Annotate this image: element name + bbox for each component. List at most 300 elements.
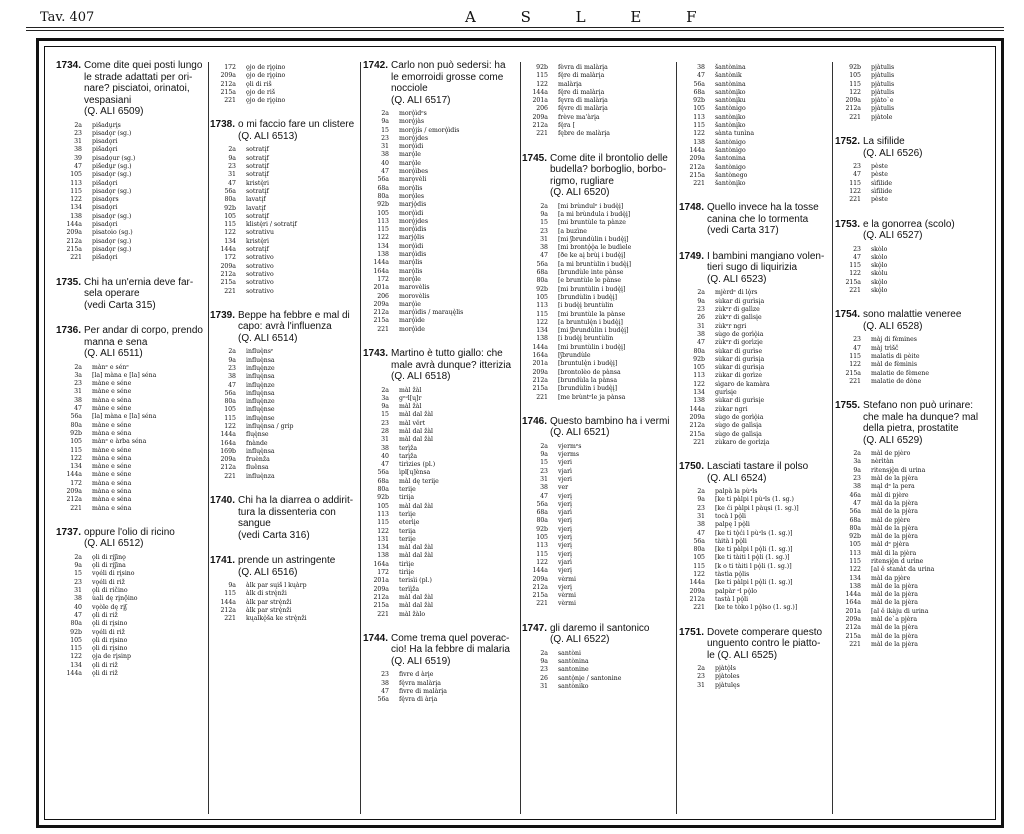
response-row xyxy=(210,373,358,381)
response-row xyxy=(363,268,518,276)
point-code: 46a xyxy=(849,491,861,499)
response-row xyxy=(522,501,674,509)
response-row xyxy=(363,503,518,511)
dialect-form: sotratįf xyxy=(246,246,269,254)
question-line: (Q. ALI 6520) xyxy=(550,187,610,199)
dialect-form: inflųę̀nze xyxy=(246,381,275,389)
point-code: 209a xyxy=(66,229,82,237)
dialect-form: santònįku xyxy=(715,97,746,105)
question-line: (vedi Carta 315) xyxy=(84,299,156,311)
point-code: 144a xyxy=(373,259,389,267)
dialect-form: màna e séna xyxy=(92,496,132,504)
dialect-form: marǫ̀lis xyxy=(399,259,423,267)
response-row xyxy=(56,637,206,645)
point-code: 23 xyxy=(540,227,548,235)
response-row xyxy=(363,569,518,577)
response-row xyxy=(363,168,518,176)
point-code: 92b xyxy=(849,533,861,541)
dialect-form: pišadu̯ri̯s xyxy=(92,121,121,129)
point-code: 2a xyxy=(74,363,82,371)
dialect-form: [ðe ke aį brùį i budę̀į] xyxy=(558,252,626,260)
dialect-form: [a bruntulę̀n i budę̀į] xyxy=(558,318,623,326)
dialect-form: [a mi bruntùlin i budę̀į] xyxy=(558,260,632,268)
entry-title xyxy=(679,461,830,484)
response-row xyxy=(679,72,830,80)
column-3 xyxy=(363,60,518,808)
dialect-form: pèste xyxy=(871,196,888,204)
dialect-form: [mi ʃbrundùlin i budę̀į] xyxy=(558,327,629,335)
dialect-form: sùkar di gurìsįe xyxy=(715,397,765,405)
point-code: 212a xyxy=(373,593,389,601)
dialect-form: eterìįe xyxy=(399,519,420,527)
point-code: 47 xyxy=(853,499,861,507)
dialect-form: àlk par strę̀nži xyxy=(246,606,292,614)
response-row xyxy=(363,317,518,325)
response-row xyxy=(363,185,518,193)
response-row xyxy=(363,201,518,209)
response-row xyxy=(210,357,358,365)
entry xyxy=(835,400,995,649)
point-code: 105 xyxy=(377,502,389,510)
entry xyxy=(522,416,674,609)
response-row xyxy=(835,287,995,295)
point-code: 206 xyxy=(377,292,389,300)
point-code: 80a xyxy=(536,277,548,285)
response-row xyxy=(363,387,518,395)
response-row xyxy=(210,229,358,237)
point-code: 56a xyxy=(224,187,236,195)
dialect-form: vèrmi xyxy=(558,575,576,583)
point-code: 80a xyxy=(377,486,389,494)
entry-number: 1750. xyxy=(679,461,705,473)
response-row xyxy=(522,443,674,451)
dialect-form: terìį̀ža xyxy=(399,585,420,593)
dialect-form: [brundùlin i budę̀į] xyxy=(558,385,618,393)
dialect-form: vjerį xyxy=(558,500,573,508)
point-code: 212a xyxy=(532,122,548,130)
dialect-form: màj trìšč xyxy=(871,344,899,352)
point-code: 92b xyxy=(70,628,82,636)
response-row xyxy=(835,550,995,558)
point-code: 134 xyxy=(377,242,389,250)
response-row xyxy=(679,546,830,554)
point-code: 138 xyxy=(693,138,705,146)
point-code: 15 xyxy=(540,219,548,227)
dialect-form: pjàtulis xyxy=(871,64,895,71)
response-row xyxy=(835,508,995,516)
question-line: gli daremo il santonico xyxy=(550,622,650,634)
dialect-form: sotratįf xyxy=(246,146,269,154)
dialect-form: fruènža xyxy=(246,456,270,464)
dialect-form: fnànde xyxy=(246,439,268,447)
entry xyxy=(679,251,830,447)
point-code: 134 xyxy=(224,237,236,245)
dialect-form: šantònigo xyxy=(715,105,746,113)
point-code: 92b xyxy=(849,64,861,71)
response-row xyxy=(835,616,995,624)
dialect-form: ǫli di riž xyxy=(92,661,118,669)
dialect-form: santòni xyxy=(558,649,582,657)
dialect-form: kristę̀ri xyxy=(246,237,269,245)
response-row xyxy=(679,105,830,113)
point-code: 38 xyxy=(381,679,389,687)
entry-question xyxy=(238,555,335,578)
dialect-form: pišadǫri xyxy=(92,146,118,154)
response-row xyxy=(363,301,518,309)
response-row xyxy=(679,130,830,138)
dialect-form: morǫ̀ìdi xyxy=(399,143,424,151)
response-row xyxy=(679,122,830,130)
response-row xyxy=(56,163,206,171)
entry xyxy=(522,623,674,691)
response-row xyxy=(56,554,206,562)
dialect-form: inflųę̀nze xyxy=(246,364,275,372)
response-row xyxy=(210,180,358,188)
dialect-form: [a mi brùndula i budę̀į] xyxy=(558,210,631,218)
point-code: 2a xyxy=(74,553,82,561)
point-code: 15 xyxy=(381,411,389,419)
entry-question xyxy=(238,119,354,142)
response-row xyxy=(679,81,830,89)
atlas-title: A S L E F xyxy=(465,8,717,26)
dialect-form: morǫ̀ìdis xyxy=(399,226,427,234)
point-code: 47 xyxy=(853,253,861,261)
response-row xyxy=(210,171,358,179)
dialect-form: marjǫ̀lis xyxy=(399,234,425,242)
point-code: 31 xyxy=(381,436,389,444)
response-row xyxy=(56,438,206,446)
response-row xyxy=(56,155,206,163)
question-line: le emorroidi grosse come xyxy=(391,71,504,83)
point-code: 221 xyxy=(536,393,548,401)
point-code: 23 xyxy=(74,129,82,137)
response-list xyxy=(363,387,518,619)
response-row xyxy=(522,542,674,550)
response-row xyxy=(363,110,518,118)
entry-question xyxy=(84,60,202,118)
dialect-form: sotratįf xyxy=(246,171,269,179)
entry-title xyxy=(56,60,206,118)
point-code: 215a xyxy=(220,279,236,287)
entry xyxy=(522,64,674,139)
dialect-form: marǫ̀le xyxy=(399,151,421,159)
entry xyxy=(210,64,358,105)
entry-number: 1736. xyxy=(56,325,82,337)
point-code: 212a xyxy=(532,583,548,591)
point-code: 115 xyxy=(70,645,82,653)
entry-title xyxy=(363,633,518,668)
dialect-form: màne e séne xyxy=(92,421,132,429)
question-line: Carlo non può sedersi: ha xyxy=(391,60,506,71)
dialect-form: fę̀vre di malàrįa xyxy=(558,105,608,113)
dialect-form: skòlo xyxy=(871,253,888,261)
point-code: 172 xyxy=(377,569,389,577)
point-code: 221 xyxy=(224,615,236,623)
response-row xyxy=(56,455,206,463)
response-list xyxy=(210,348,358,481)
response-row xyxy=(679,682,830,690)
response-row xyxy=(522,476,674,484)
dialect-form: skòlo xyxy=(871,245,888,253)
point-code: 221 xyxy=(377,325,389,333)
point-code: 215a xyxy=(532,385,548,393)
response-row xyxy=(363,403,518,411)
question-line: sela operare xyxy=(84,288,140,300)
dialect-form: inflųę̀nze xyxy=(246,398,275,406)
response-list xyxy=(835,246,995,296)
response-row xyxy=(835,575,995,583)
point-code: 92b xyxy=(536,525,548,533)
response-list xyxy=(835,64,995,122)
plate-label: Tav. 407 xyxy=(40,10,95,25)
entry-question xyxy=(391,348,511,383)
response-row xyxy=(56,188,206,196)
point-code: 68a xyxy=(377,477,389,485)
point-code: 15 xyxy=(74,570,82,578)
dialect-form: malatie de dòne xyxy=(871,377,922,385)
dialect-form: vjerį xyxy=(558,567,573,575)
dialect-form: mjèrdᵉ di lǫ̀rs xyxy=(715,289,758,297)
dialect-form: lavatįf xyxy=(246,196,266,204)
response-row xyxy=(363,193,518,201)
point-code: 92b xyxy=(70,429,82,437)
dialect-form: terį̀ža xyxy=(399,444,418,452)
response-row xyxy=(835,89,995,97)
point-code: 209a xyxy=(220,262,236,270)
entry xyxy=(363,348,518,619)
response-row xyxy=(522,219,674,227)
response-row xyxy=(835,483,995,491)
dialect-form: marǫ̀le xyxy=(399,159,421,167)
response-row xyxy=(56,204,206,212)
response-list xyxy=(522,650,674,691)
point-code: 115 xyxy=(849,262,861,270)
response-row xyxy=(363,176,518,184)
response-list xyxy=(210,146,358,295)
dialect-form: màna e séna xyxy=(92,504,132,512)
entry xyxy=(210,119,358,295)
entry-question xyxy=(863,309,961,332)
dialect-form: ǫja de ri̯sinp xyxy=(92,653,131,661)
response-row xyxy=(210,348,358,356)
point-code: 38 xyxy=(381,151,389,159)
dialect-form: zùkᵉr di galìze xyxy=(715,306,760,314)
response-row xyxy=(363,494,518,502)
response-row xyxy=(363,671,518,679)
response-row xyxy=(210,271,358,279)
dialect-form: [al ě stanàt da urina xyxy=(871,566,935,574)
column-6 xyxy=(835,60,995,808)
point-code: 56a xyxy=(849,508,861,516)
point-code: 212a xyxy=(220,606,236,614)
response-row xyxy=(363,528,518,536)
dialect-form: šantonina xyxy=(715,155,746,163)
point-code: 23 xyxy=(74,380,82,388)
point-code: 115 xyxy=(536,310,548,318)
response-row xyxy=(522,122,674,130)
point-code: 31 xyxy=(381,143,389,151)
point-code: 144a xyxy=(220,598,236,606)
point-code: 56a xyxy=(377,469,389,477)
question-line: La sifilide xyxy=(863,136,905,148)
point-code: 115 xyxy=(693,562,705,570)
point-code: 47 xyxy=(540,252,548,260)
response-row xyxy=(522,650,674,658)
point-code: 105 xyxy=(224,406,236,414)
dialect-form: sùkar di gurìsįa xyxy=(715,355,765,363)
response-row xyxy=(363,309,518,317)
point-code: 56a xyxy=(224,389,236,397)
response-row xyxy=(210,440,358,448)
response-row xyxy=(363,284,518,292)
entry-question xyxy=(84,527,175,550)
point-code: 2a xyxy=(540,649,548,657)
response-row xyxy=(363,118,518,126)
entry-number: 1747. xyxy=(522,622,548,634)
point-code: 113 xyxy=(693,113,705,121)
point-code: 105 xyxy=(70,636,82,644)
question-line: (Q. ALI 6527) xyxy=(863,230,923,242)
entry xyxy=(363,633,518,705)
entry-title xyxy=(56,325,206,360)
dialect-form: pjàtoles xyxy=(715,673,740,681)
point-code: 38 xyxy=(540,484,548,492)
dialect-form: terìįe xyxy=(399,510,416,518)
column-divider xyxy=(676,62,677,814)
column-divider xyxy=(208,62,209,814)
response-row xyxy=(56,579,206,587)
point-code: 2a xyxy=(853,450,861,458)
dialect-form: ǫli di riž xyxy=(92,611,118,619)
dialect-form: màl da la pjèra xyxy=(871,499,918,507)
dialect-form: lavatįf xyxy=(246,204,266,212)
point-code: 221 xyxy=(849,377,861,385)
dialect-form: màl de la pjèra xyxy=(871,475,918,483)
dialect-form: [ʃbrundùle xyxy=(558,352,591,360)
response-row xyxy=(56,645,206,653)
dialect-form: sùgo de gorìǫ̀ia xyxy=(715,413,764,421)
dialect-form: sìfìlide xyxy=(871,179,893,187)
point-code: 40 xyxy=(381,159,389,167)
response-row xyxy=(679,554,830,562)
point-code: 23 xyxy=(381,419,389,427)
point-code: 105 xyxy=(70,438,82,446)
response-row xyxy=(56,196,206,204)
dialect-form: ǫli di ri̯sino xyxy=(92,620,128,628)
response-row xyxy=(835,500,995,508)
dialect-form: [ke ti tǫ̀ći l pùᵊls (1. sg.)] xyxy=(715,529,793,537)
point-code: 38 xyxy=(540,244,548,252)
dialect-form: [brundùla la pànsa xyxy=(558,376,618,384)
dialect-form: gurìsįe xyxy=(715,389,737,397)
point-code: 172 xyxy=(224,254,236,262)
entry-question xyxy=(707,461,808,484)
response-row xyxy=(56,662,206,670)
response-row xyxy=(363,326,518,334)
point-code: 38 xyxy=(74,396,82,404)
response-row xyxy=(56,670,206,678)
response-row xyxy=(522,468,674,476)
dialect-form: [ke ti pàlpi l pǫ̀li (1. sg.)] xyxy=(715,579,793,587)
dialect-form: šantònįko xyxy=(715,122,746,130)
dialect-form: malatie de fèmene xyxy=(871,369,930,377)
response-row xyxy=(835,64,995,72)
point-code: 3a xyxy=(381,394,389,402)
dialect-form: vjerį xyxy=(558,492,573,500)
dialect-form: àlk di strę̀nži xyxy=(246,590,287,598)
point-code: 209a xyxy=(66,488,82,495)
point-code: 221 xyxy=(849,287,861,295)
entry-question xyxy=(238,310,350,345)
response-row xyxy=(56,221,206,229)
point-code: 9a xyxy=(540,451,548,459)
dialect-form: vǫòle dę ri̯ʃ xyxy=(92,603,127,611)
response-row xyxy=(56,595,206,603)
dialect-form: ǫli di ričino xyxy=(92,587,128,595)
point-code: 31 xyxy=(540,682,548,690)
point-code: 122 xyxy=(849,270,861,278)
point-code: 23 xyxy=(853,336,861,344)
response-row xyxy=(210,263,358,271)
response-row xyxy=(56,629,206,637)
question-line: (vedi Carta 316) xyxy=(238,529,310,541)
response-row xyxy=(679,530,830,538)
dialect-form: influę̀nsa xyxy=(246,356,275,364)
response-row xyxy=(56,122,206,130)
dialect-form: ǫjo de ri̯ǫino xyxy=(246,72,286,80)
point-code: 47 xyxy=(697,72,705,80)
dialect-form: tirìzies (pl.) xyxy=(399,461,436,469)
entry-number: 1734. xyxy=(56,60,82,71)
dialect-form: [ke ći pàlpi l pàųsi (1. sg.)] xyxy=(715,504,799,512)
point-code: 105 xyxy=(536,534,548,542)
point-code: 201a xyxy=(532,360,548,368)
dialect-form: sìgaro de kamàra xyxy=(715,380,770,388)
response-row xyxy=(679,571,830,579)
point-code: 221 xyxy=(849,640,861,648)
dialect-form: màl dal žàl xyxy=(399,552,434,560)
response-row xyxy=(679,323,830,331)
entry-question xyxy=(550,416,670,439)
response-row xyxy=(679,513,830,521)
entry-number: 1749. xyxy=(679,250,705,262)
dialect-form: màna e séna xyxy=(92,488,132,495)
dialect-form: santǫ̀nįe / santonine xyxy=(558,674,622,682)
dialect-form: [ke ti tàiti l pǫ̀li (1. sg.)] xyxy=(715,554,790,562)
response-row xyxy=(56,463,206,471)
dialect-form: pisadǫr (sg.) xyxy=(92,129,132,137)
response-row xyxy=(679,389,830,397)
question-line: prende un astringente xyxy=(238,555,336,567)
dialect-form: ǫli di ri̯sino xyxy=(92,636,128,644)
dialect-form: màl žàl xyxy=(399,403,422,411)
dialect-form: vjerį xyxy=(558,525,573,533)
dialect-form: vèrmi xyxy=(558,600,576,608)
dialect-form: màne e séne xyxy=(92,388,132,396)
dialect-form: mąl dᵉ la pera xyxy=(871,483,915,491)
point-code: 138 xyxy=(377,251,389,259)
point-code: 9a xyxy=(228,356,236,364)
response-row xyxy=(210,406,358,414)
point-code: 28 xyxy=(381,428,389,435)
dialect-form: pjàto`e xyxy=(871,97,894,105)
entry-question xyxy=(707,202,819,237)
dialect-form: sùgo de galìsįa xyxy=(715,422,762,430)
point-code: 212a xyxy=(373,309,389,317)
response-row xyxy=(363,544,518,552)
point-code: 122 xyxy=(693,380,705,388)
response-row xyxy=(835,533,995,541)
